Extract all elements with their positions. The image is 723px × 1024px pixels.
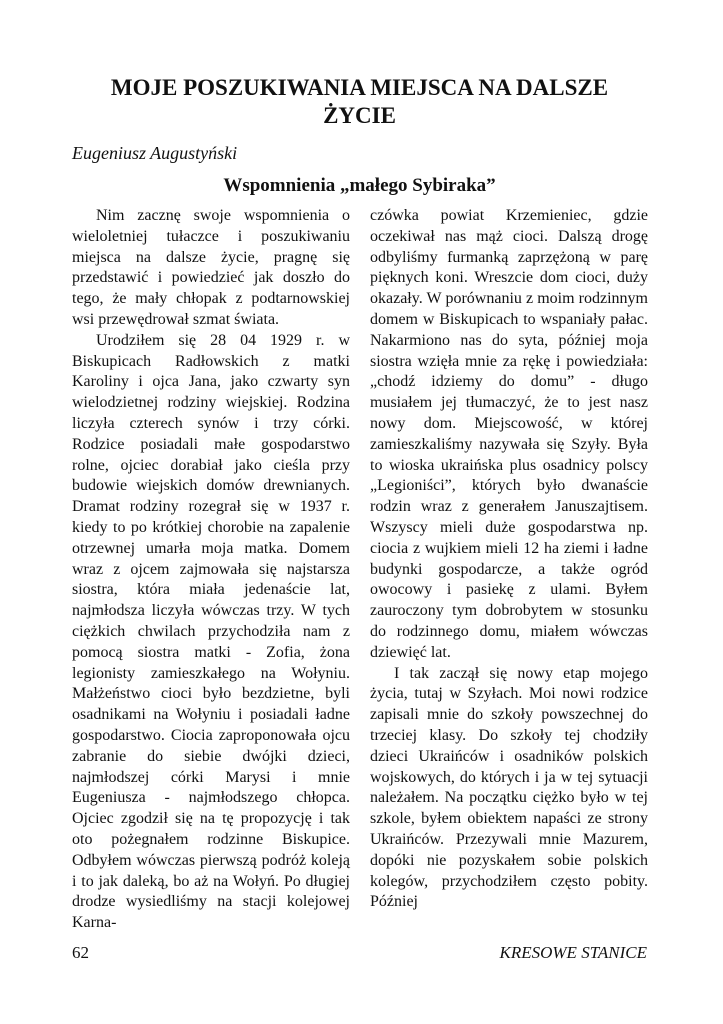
publication-name: KRESOWE STANICE: [499, 943, 647, 962]
paragraph: Nim zacznę swoje wspomnienia o wieloletniej tułaczce i poszukiwaniu miejsca na dalsze życie, pragnę się przedstawić i powiedzieć jak doszło do tego, że mały chłopak z podtarnowskiej wsi przewędrował szmat świata.: [72, 207, 350, 328]
text-column-right: [370, 206, 648, 913]
paragraph-continued: czówka powiat Krzemieniec, gdzie oczekiwał nas mąż cioci. Dalszą drogę odbyliśmy furmanką zaprzężoną w parę pięknych koni. Wreszcie dom cioci, duży okazały. W porównaniu z moim rodzinnym domem w Biskupicach to wspaniały pałac. Nakarmiono nas do syta, później moja siostra wzięła mnie za rękę i powiedziała: „chodź idziemy do domu” - długo musiałem jej tłumaczyć, że to jest nasz nowy dom. Miejscowość, w której zamieszkaliśmy nazywała się Szyły. Była to wioska ukraińska plus osadnicy polscy „Legioniści”, których było dwanaście rodzin wraz z generałem Januszajtisem. Wszyscy mieli duże gospodarstwa np. ciocia z wujkiem mieli 12 ha ziemi i ładne budynki gospodarcze, a także ogród owocowy i pasiekę z ulami. Byłem zauroczony tym dobrobytem w stosunku do rodzinnego domu, miałem wówczas dziewięć lat.: [370, 207, 648, 661]
text-column-left: [72, 206, 350, 934]
paragraph: I tak zaczął się nowy etap mojego życia, tutaj w Szyłach. Moi nowi rodzice zapisali mnie do szkoły powszechnej do trzeciej klasy. Do szkoły tej chodziły dzieci Ukraińców i osadników polskich wojskowych, do których i ja w tej sytuacji należałem. Na początku ciężko było w tej szkole, byłem obiektem napaści ze strony Ukraińców. Przezywali mnie Mazurem, dopóki nie pozyskałem sobie polskich kolegów, przychodziłem często pobity. Później: [370, 664, 648, 911]
article-subtitle: Wspomnienia „małego Sybiraka”: [223, 175, 496, 196]
article-author: Eugeniusz Augustyński: [72, 143, 238, 163]
paragraph: Urodziłem się 28 04 1929 r. w Biskupicach Radłowskich z matki Karoliny i ojca Jana, jako czwarty syn wielodzietnej rodziny wiejskiej. Rodzina liczyła czterech synów i trzy córki. Rodzice posiadali małe gospodarstwo rolne, ojciec dorabiał jako cieśla przy budowie wiejskich domów drewnianych. Dramat rodziny rozegrał się w 1937 r. kiedy to po krótkiej chorobie na zapalenie otrzewnej umarła moja matka. Domem wraz z ojcem zajmowała się najstarsza siostra, która miała jedenaście lat, najmłodsza liczyła wówczas trzy. W tych ciężkich chwilach przychodziła nam z pomocą siostra matki - Zofia, żona legionisty zamieszkałego na Wołyniu. Małżeństwo cioci było bezdzietne, byli osadnikami na Wołyniu i posiadali ładne gospodarstwo. Ciocia zaproponowała ojcu zabranie do siebie dwójki dzieci, najmłodszej córki Marysi i mnie Eugeniusza - najmłodszego chłopca. Ojciec zgodził się na tę propozycję i tak oto pożegnałem rodzinne Biskupice. Odbyłem wówczas pierwszą podróż koleją i to jak daleką, bo aż na Wołyń. Po długiej drodze wysiedliśmy na stacji kolejowej Karna-: [72, 331, 350, 932]
document-page: [72, 0, 647, 1024]
article-title: MOJE POSZUKIWANIA MIEJSCA NA DALSZE ŻYCIE: [110, 75, 609, 128]
page-number: 62: [72, 943, 89, 962]
